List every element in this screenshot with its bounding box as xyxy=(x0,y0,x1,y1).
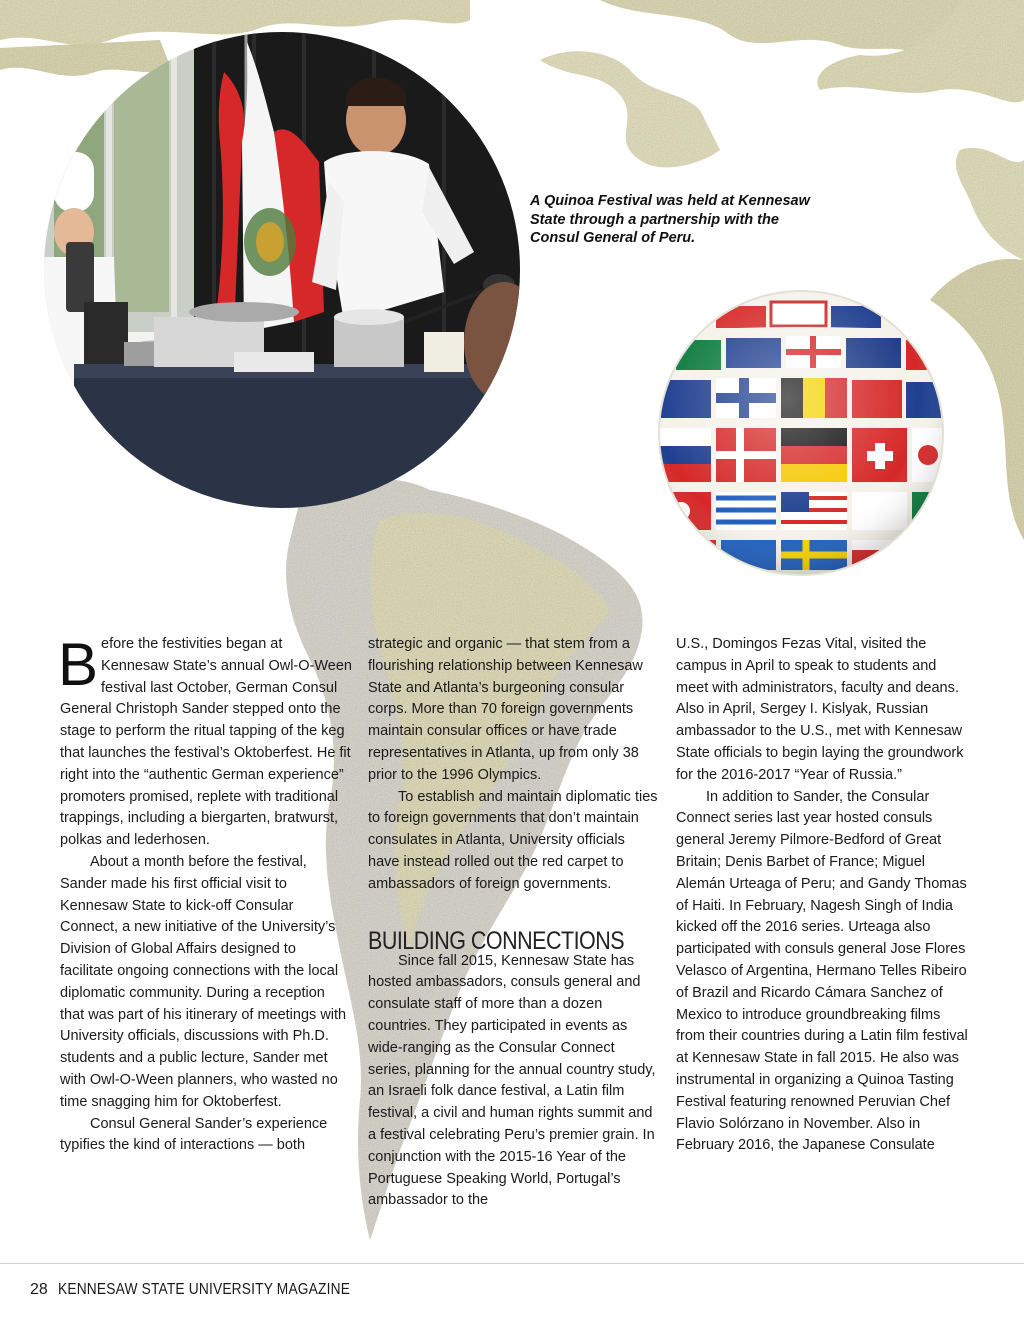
section-heading: BUILDING CONNECTIONS xyxy=(368,926,625,955)
footer-divider xyxy=(0,1263,1024,1264)
quinoa-festival-photo xyxy=(44,32,520,508)
magazine-title: KENNESAW STATE UNIVERSITY MAGAZINE xyxy=(57,1281,350,1298)
paragraph: Before the festivities began at Kennesaw State’s annual Owl-O-Ween festival last October, German Consul General Christoph Sander stepped onto the stage to perform the ritual tapping of the keg that launches the festival’s Oktoberfest. He fit right into the “authentic German experience” promoters promised, replete with traditional trappings, including a biergarten, bratwurst, polkas and lederhosen. xyxy=(58,631,352,849)
article-column-1 xyxy=(58,631,352,1157)
flag-globe-image xyxy=(656,288,946,578)
photo-caption: A Quinoa Festival was held at Kennesaw State through a partnership with the Consul General of Peru. xyxy=(530,193,810,246)
paragraph: Consul General Sander’s experience typifies the kind of interactions — both xyxy=(60,1115,328,1154)
drop-cap: B xyxy=(58,631,99,698)
paragraph: U.S., Domingos Fezas Vital, visited the campus in April to speak to students and meet with administrators, faculty and deans. Also in April, Sergey I. Kislyak, Russian ambassador to the U.S., met with Kennesaw State officials to begin laying the groundwork for the 2016-2017 “Year of Russia.” xyxy=(676,636,964,783)
article-column-2 xyxy=(368,634,660,1212)
paragraph: About a month before the festival, Sander made his first official visit to Kennesaw State to kick-off Consular Connect, a new initiative of the University’s Division of Global Affairs designed to facilitate ongoing connections with the local diplomatic community. During a reception that was part of his itinerary of meetings with University officials, discussions with Ph.D. students and a public lecture, Sander met with Owl-O-Ween planners, who wasted no time snagging him for Oktoberfest. xyxy=(60,853,347,1110)
page-footer xyxy=(30,1279,397,1301)
paragraph: To establish and maintain diplomatic ties to foreign governments that don’t maintain consulates in Atlanta, University officials have instead rolled out the red carpet to ambassadors of foreign governments. xyxy=(368,788,658,892)
paragraph: Since fall 2015, Kennesaw State has hosted ambassadors, consuls general and consulate staff of more than a dozen countries. They participated in events as wide-ranging as the Consular Connect series, planning for the annual country study, an Israeli folk dance festival, a Latin film festival, a civil and human rights summit and a festival celebrating Peru’s premier grain. In conjunction with the 2015-16 Year of the Portuguese Speaking World, Portugal’s ambassador to the xyxy=(368,952,656,1209)
article-column-3 xyxy=(676,634,968,1157)
paragraph: In addition to Sander, the Consular Connect series last year hosted consuls general Jeremy Pilmore-Bedford of Great Britain; Denis Barbet of France; Miguel Alemán Urteaga of Peru; and Gandy Thomas of Haiti. In February, Nagesh Singh of India kicked off the 2016 series. Urteaga also participated with consuls general Jose Flores Velasco of Argentina, Hermano Telles Ribeiro of Brazil and Ricardo Cámara Sanchez of Mexico to introduce groundbreaking films from their countries during a Latin film festival at Kennesaw State in fall 2015. He also was instrumental in organizing a Quinoa Tasting Festival featuring renowned Peruvian Chef Flavio Solórzano in November. Also in February 2016, the Japanese Consulate xyxy=(676,788,968,1154)
page-number: 28 xyxy=(30,1281,48,1298)
paragraph: strategic and organic — that stem from a flourishing relationship between Kennesaw State and Atlanta’s burgeoning consular corps. More than 70 foreign governments maintain consular offices or have trade representatives in Atlanta, up from only 38 prior to the 1996 Olympics. xyxy=(368,636,643,783)
